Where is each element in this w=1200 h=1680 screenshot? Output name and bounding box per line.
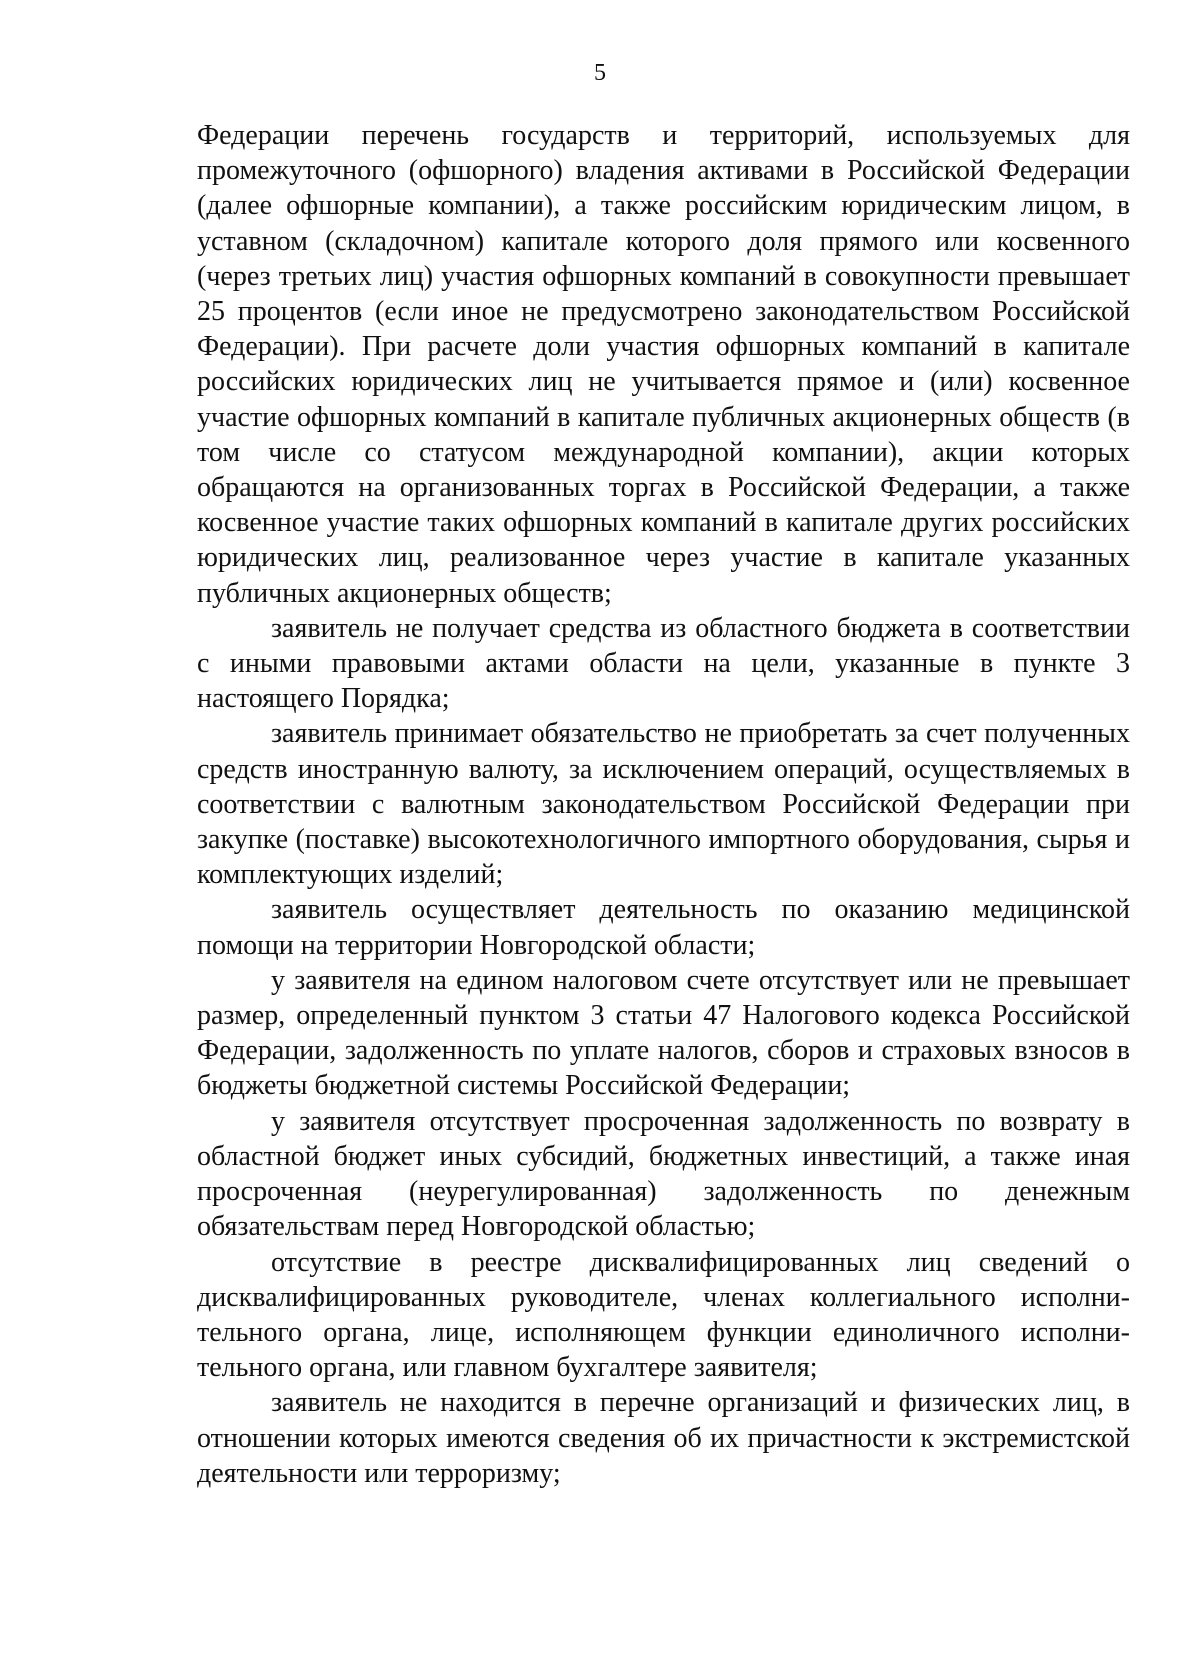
paragraph-disqualified-persons: отсутствие в реестре дисквалифицированных лиц сведений о дисквалифицированных руководителе, членах коллегиального исполни-тельного органа, лице, исполняющем функции единоличного исполни-тельного органа, или главном бухгалтере заявителя;: [197, 1246, 1130, 1384]
paragraph-medical-activity: заявитель осуществляет деятельность по оказанию медицинской помощи на территории Новгородской области;: [197, 894, 1130, 961]
paragraph-extremism-list: заявитель не находится в перечне организаций и физических лиц, в отношении которых имеются сведения об их причастности к экстремистской деятельности или терроризму;: [197, 1387, 1130, 1489]
paragraph-no-regional-budget-funds: заявитель не получает средства из областного бюджета в соответствии с иными правовыми актами области на цели, указанные в пункте 3 настоящего Порядка;: [197, 612, 1130, 715]
page-number: 5: [594, 60, 606, 86]
paragraph-offshore-continuation: Федерации перечень государств и территорий, используемых для промежуточного (офшорного) владения активами в Российской Федерации (далее офшорные компании), а также российским юридическим лицом, в уставном (складочном) капитале которого доля прямого или косвенного (через третьих лиц) участия офшорных компаний в совокупности превышает 25 процентов (если иное не предусмотрено законодательством Российской Федерации). При расчете доли участия офшорных компаний в капитале российских юридических лиц не учитывается прямое и (или) косвенное участие офшорных компаний в капитале публичных акционерных обществ (в том числе со статусом международной компании), акции которых обращаются на организованных торгах в Российской Федерации, а также косвенное участие таких офшорных компаний в капитале других российских юридических лиц, реализованное через участие в капитале указанных публичных акционерных обществ;: [197, 120, 1130, 609]
paragraph-overdue-debt: у заявителя отсутствует просроченная задолженность по возврату в областной бюджет иных субсидий, бюджетных инвестиций, а также иная просроченная (неурегулированная) задолженность по денежным обязательствам перед Новгородской областью;: [197, 1105, 1130, 1243]
document-body: [197, 118, 1130, 1491]
paragraph-foreign-currency-obligation: заявитель принимает обязательство не приобретать за счет полученных средств иностранную валюту, за исключением операций, осуществляемых в соответствии с валютным законодательством Российской Федерации при закупке (поставке) высокотехнологичного импортного оборудования, сырья и комплектующих изделий;: [197, 718, 1130, 891]
paragraph-tax-debt: у заявителя на едином налоговом счете отсутствует или не превышает размер, определенный пунктом 3 статьи 47 Налогового кодекса Российской Федерации, задолженность по уплате налогов, сборов и страховых взносов в бюджеты бюджетной системы Российской Федерации;: [197, 964, 1130, 1102]
